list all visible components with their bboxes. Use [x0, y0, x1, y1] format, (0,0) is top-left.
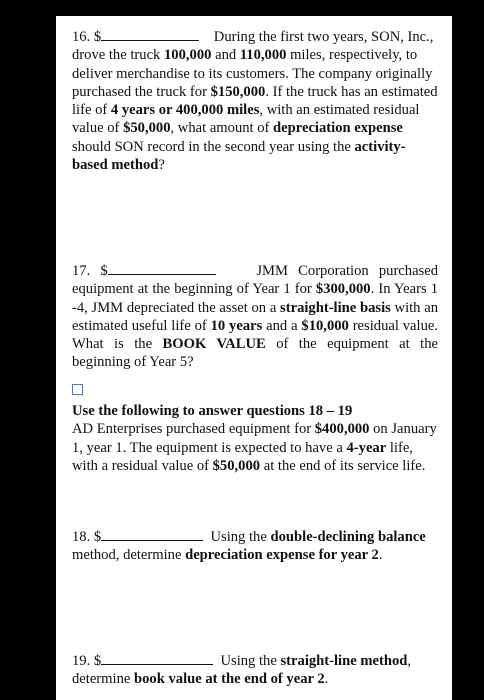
q16-bold-3: $150,000	[210, 83, 266, 100]
q16-bold-7: activity-based method	[72, 138, 406, 174]
q16-text-4: . If the truck has an estimated life of	[72, 83, 438, 119]
question-16-number: 16. $	[72, 29, 102, 45]
answer-blank-16[interactable]	[101, 27, 199, 41]
q18-text-1: Using the	[206, 529, 271, 545]
group-bold-2: 4-year	[346, 439, 387, 456]
q16-text-5: , with an estimated residual value of	[72, 102, 420, 137]
question-19	[72, 651, 438, 689]
group-text-2: on January 1, year 1. The equipment is expected to have a	[72, 421, 437, 456]
group-text-1: AD Enterprises purchased equipment for	[72, 421, 315, 438]
q19-text-2: , determine	[72, 653, 412, 688]
q17-text-5: residual value. What is the	[72, 317, 438, 353]
q17-bold-1: $300,000	[315, 281, 371, 298]
q16-bold-2: 110,000	[239, 47, 287, 64]
group-text-4: at the end of its service life.	[260, 457, 426, 474]
q16-bold-1: 100,000	[164, 47, 212, 64]
q18-bold-2: depreciation expense for year 2	[185, 547, 379, 564]
q16-text-3: miles, respectively, to deliver merchandise to its customers. The company originally purchased the truck for	[72, 47, 433, 100]
q17-text-1: JMM Corporation purchased equipment at the beginning of Year 1 for	[72, 263, 439, 298]
q16-text-1: During the first two years, SON, Inc., drove the truck	[72, 29, 434, 64]
q16-bold-6: depreciation expense	[273, 120, 403, 137]
question-19-number: 19. $	[72, 653, 102, 669]
group-bold-3: $50,000	[212, 457, 261, 474]
q19-text-1: Using the	[216, 653, 281, 669]
question-18-number: 18. $	[72, 529, 102, 545]
q16-text-8: ?	[158, 157, 165, 174]
group-heading: Use the following to answer questions 18 – 19	[72, 403, 353, 419]
q17-text-3: with an estimated useful life of	[72, 299, 438, 334]
questions-18-19-context	[72, 402, 438, 475]
q16-text-7: should SON record in the second year using the	[72, 138, 355, 155]
q16-bold-4: 4 years or 400,000 miles	[110, 102, 260, 119]
answer-blank-19[interactable]	[101, 651, 213, 665]
q18-text-2: method, determine	[72, 547, 186, 564]
q17-text-4: and a	[262, 317, 302, 334]
question-18	[72, 527, 438, 565]
answer-blank-18[interactable]	[101, 527, 203, 541]
q17-bold-4: $10,000	[301, 317, 349, 334]
q18-bold-1: double-declining balance	[270, 529, 426, 545]
question-16	[72, 27, 438, 174]
answer-blank-17[interactable]	[108, 261, 216, 275]
answer-checkbox[interactable]	[72, 384, 83, 395]
q16-text-2: and	[211, 47, 240, 64]
q17-bold-3: 10 years	[210, 317, 263, 334]
q16-bold-5: $50,000	[123, 120, 171, 137]
q16-text-6: , what amount of	[170, 120, 274, 137]
group-text-3: life, with a residual value of	[72, 439, 413, 474]
q17-bold-2: straight-line basis	[280, 299, 391, 316]
q17-text-2: . In Years 1 -4, JMM depreciated the asset on a	[72, 281, 439, 316]
q17-text-6: of the equipment at the beginning of Year 5?	[72, 336, 438, 371]
q19-text-3: .	[324, 671, 329, 688]
q19-bold-2: book value at the end of year 2	[134, 671, 325, 688]
question-17-number: 17. $	[72, 263, 108, 279]
group-bold-1: $400,000	[314, 421, 370, 438]
q18-text-3: .	[378, 547, 383, 564]
q19-bold-1: straight-line method	[280, 653, 408, 669]
question-17	[72, 261, 438, 372]
q17-bold-5: BOOK VALUE	[162, 336, 266, 353]
